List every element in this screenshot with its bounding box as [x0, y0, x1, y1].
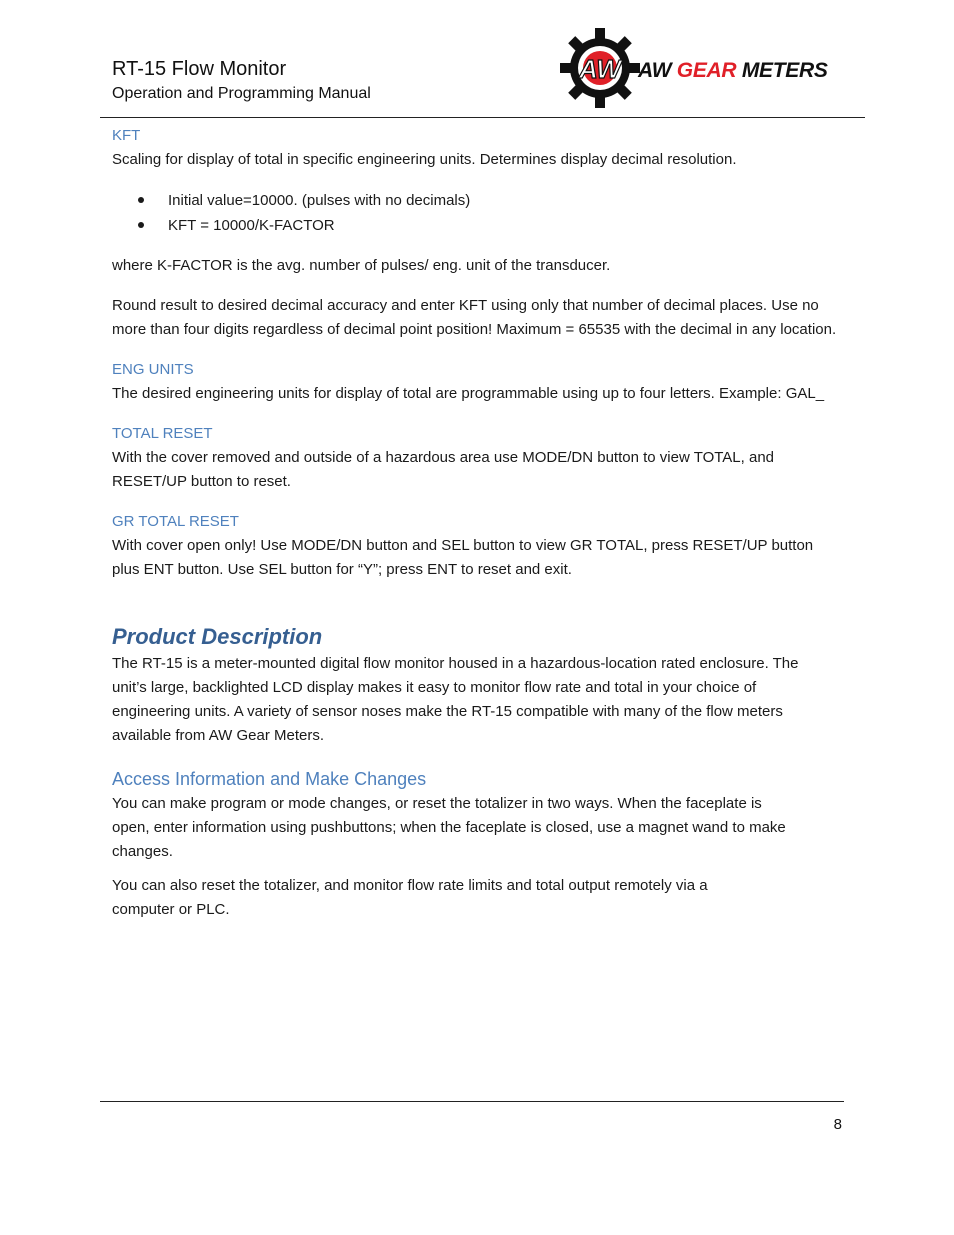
list-item	[138, 188, 847, 213]
kft-heading: KFT	[112, 127, 141, 144]
kft-note: where K-FACTOR is the avg. number of pulses/ eng. unit of the transducer.	[112, 257, 611, 274]
kft-rounding: Round result to desired decimal accuracy and enter KFT using only that number of decimal places. Use no more than four digits regardless of decimal point position! Maximum = 65535 with the decimal in any location.	[112, 297, 837, 338]
gr-total-reset-heading: GR TOTAL RESET	[112, 513, 239, 530]
access-text-2: You can also reset the totalizer, and monitor flow rate limits and total output remotely via a computer or PLC.	[112, 877, 708, 918]
eng-units-heading: ENG UNITS	[112, 361, 194, 378]
logo-word-aw: AW	[638, 59, 672, 82]
product-description-heading: Product Description	[112, 624, 323, 649]
footer-divider	[100, 1101, 844, 1102]
access-text-1: You can make program or mode changes, or reset the totalizer in two ways. When the faceplate is open, enter information using pushbuttons; when the faceplate is closed, use a magnet wand to make changes.	[112, 795, 786, 860]
bullet-text: Initial value=10000. (pulses with no decimals)	[168, 192, 471, 209]
bullet-text: KFT = 10000/K-FACTOR	[168, 217, 335, 234]
kft-intro: Scaling for display of total in specific engineering units. Determines display decimal resolution.	[112, 151, 737, 168]
document-title: RT-15 Flow Monitor	[112, 58, 287, 80]
logo-wordmark	[638, 58, 828, 84]
product-description-text: The RT-15 is a meter-mounted digital flow monitor housed in a hazardous-location rated enclosure. The unit’s large, backlighted LCD display makes it easy to monitor flow rate and total in your choice of engineering units. A variety of sensor noses make the RT-15 compatible with many of the flow meters available from AW Gear Meters.	[112, 655, 799, 744]
gr-total-reset-text: With cover open only! Use MODE/DN button and SEL button to view GR TOTAL, press RESET/UP button plus ENT button. Use SEL button for “Y”; press ENT to reset and exit.	[112, 537, 814, 578]
page-number: 8	[833, 1116, 842, 1133]
bullet-icon	[138, 197, 144, 203]
page-content	[112, 124, 847, 922]
list-item	[138, 213, 847, 238]
logo-word-gear: GEAR	[676, 59, 737, 82]
eng-units-text: The desired engineering units for display of total are programmable using up to four letters. Example: GAL_	[112, 385, 825, 402]
header-divider	[100, 117, 865, 118]
logo-word-meters: METERS	[741, 59, 828, 82]
access-heading: Access Information and Make Changes	[112, 769, 427, 789]
document-subtitle: Operation and Programming Manual	[112, 85, 371, 102]
bullet-icon	[138, 222, 144, 228]
kft-bullet-list	[112, 188, 847, 238]
logo-mark-text: AW	[579, 54, 621, 84]
total-reset-text: With the cover removed and outside of a hazardous area use MODE/DN button to view TOTAL, and RESET/UP button to reset.	[112, 449, 775, 490]
total-reset-heading: TOTAL RESET	[112, 425, 213, 442]
